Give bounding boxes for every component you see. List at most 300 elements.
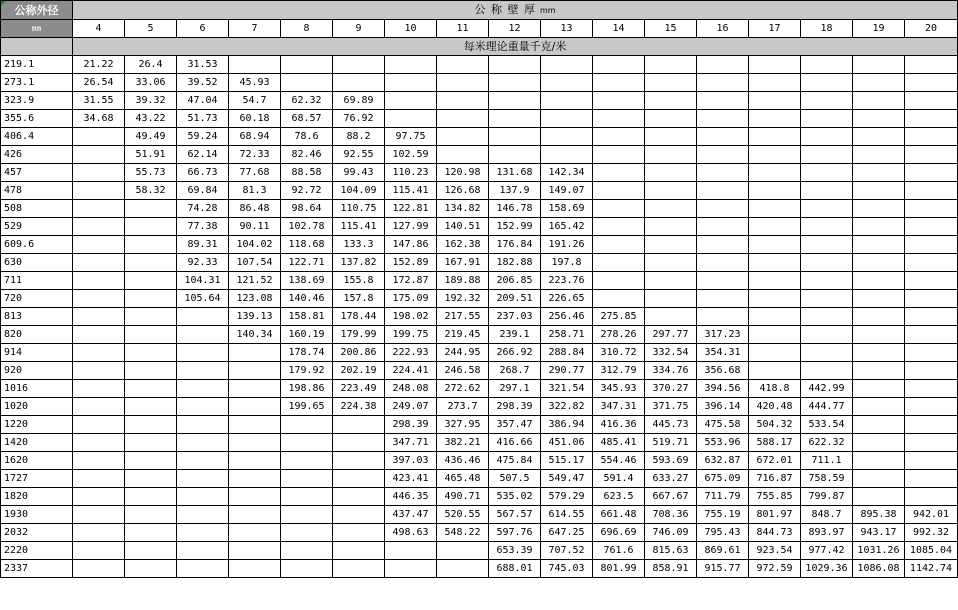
weight-cell[interactable]: 977.42 [801, 542, 853, 560]
weight-cell[interactable]: 498.63 [385, 524, 437, 542]
weight-cell[interactable] [333, 560, 385, 578]
weight-cell[interactable]: 199.65 [281, 398, 333, 416]
weight-cell[interactable] [801, 92, 853, 110]
outer-diameter-unit[interactable]: mm [1, 20, 73, 38]
weight-cell[interactable]: 131.68 [489, 164, 541, 182]
weight-cell[interactable]: 436.46 [437, 452, 489, 470]
weight-cell[interactable]: 549.47 [541, 470, 593, 488]
weight-cell[interactable] [905, 398, 958, 416]
weight-cell[interactable] [645, 236, 697, 254]
weight-cell[interactable]: 310.72 [593, 344, 645, 362]
weight-cell[interactable]: 62.14 [177, 146, 229, 164]
weight-cell[interactable] [645, 290, 697, 308]
thickness-header-19[interactable]: 19 [853, 20, 905, 38]
weight-cell[interactable]: 98.64 [281, 200, 333, 218]
weight-cell[interactable] [697, 182, 749, 200]
weight-cell[interactable] [749, 182, 801, 200]
weight-cell[interactable]: 298.39 [385, 416, 437, 434]
weight-cell[interactable]: 158.81 [281, 308, 333, 326]
weight-cell[interactable] [853, 326, 905, 344]
weight-cell[interactable] [125, 362, 177, 380]
weight-cell[interactable]: 554.46 [593, 452, 645, 470]
weight-cell[interactable] [645, 74, 697, 92]
weight-cell[interactable]: 175.09 [385, 290, 437, 308]
weight-cell[interactable] [73, 146, 125, 164]
weight-cell[interactable] [801, 164, 853, 182]
weight-cell[interactable] [853, 110, 905, 128]
weight-cell[interactable] [853, 92, 905, 110]
weight-cell[interactable]: 198.86 [281, 380, 333, 398]
weight-cell[interactable]: 535.02 [489, 488, 541, 506]
weight-cell[interactable] [853, 236, 905, 254]
weight-cell[interactable]: 31.55 [73, 92, 125, 110]
weight-cell[interactable] [73, 506, 125, 524]
weight-cell[interactable] [125, 380, 177, 398]
outer-diameter-cell[interactable]: 508 [1, 200, 73, 218]
weight-cell[interactable] [853, 398, 905, 416]
weight-cell[interactable] [281, 488, 333, 506]
weight-cell[interactable]: 416.36 [593, 416, 645, 434]
weight-cell[interactable] [853, 254, 905, 272]
weight-cell[interactable] [645, 110, 697, 128]
weight-cell[interactable] [801, 110, 853, 128]
weight-cell[interactable] [749, 92, 801, 110]
weight-cell[interactable]: 81.3 [229, 182, 281, 200]
weight-cell[interactable]: 51.91 [125, 146, 177, 164]
weight-cell[interactable]: 34.68 [73, 110, 125, 128]
weight-cell[interactable]: 297.77 [645, 326, 697, 344]
weight-cell[interactable] [73, 308, 125, 326]
weight-cell[interactable]: 992.32 [905, 524, 958, 542]
weight-cell[interactable] [177, 560, 229, 578]
weight-cell[interactable] [541, 110, 593, 128]
weight-cell[interactable] [177, 398, 229, 416]
weight-cell[interactable]: 322.82 [541, 398, 593, 416]
weight-cell[interactable] [801, 146, 853, 164]
thickness-header-20[interactable]: 20 [905, 20, 958, 38]
weight-cell[interactable] [645, 272, 697, 290]
weight-cell[interactable]: 99.43 [333, 164, 385, 182]
weight-cell[interactable] [229, 416, 281, 434]
weight-cell[interactable]: 622.32 [801, 434, 853, 452]
blank-header-cell[interactable] [1, 38, 73, 56]
weight-cell[interactable] [697, 236, 749, 254]
weight-cell[interactable] [593, 200, 645, 218]
weight-cell[interactable] [73, 164, 125, 182]
weight-cell[interactable] [801, 200, 853, 218]
weight-cell[interactable]: 39.32 [125, 92, 177, 110]
weight-cell[interactable] [385, 56, 437, 74]
weight-cell[interactable]: 647.25 [541, 524, 593, 542]
weight-cell[interactable]: 745.03 [541, 560, 593, 578]
weight-cell[interactable] [281, 452, 333, 470]
weight-cell[interactable]: 711.1 [801, 452, 853, 470]
weight-cell[interactable]: 115.41 [333, 218, 385, 236]
weight-cell[interactable] [281, 416, 333, 434]
weight-cell[interactable]: 219.45 [437, 326, 489, 344]
weight-cell[interactable]: 614.55 [541, 506, 593, 524]
weight-cell[interactable]: 217.55 [437, 308, 489, 326]
weight-cell[interactable]: 209.51 [489, 290, 541, 308]
weight-cell[interactable]: 97.75 [385, 128, 437, 146]
weight-cell[interactable] [801, 272, 853, 290]
weight-cell[interactable] [73, 272, 125, 290]
weight-cell[interactable]: 89.31 [177, 236, 229, 254]
weight-cell[interactable] [177, 542, 229, 560]
weight-cell[interactable]: 321.54 [541, 380, 593, 398]
outer-diameter-cell[interactable]: 920 [1, 362, 73, 380]
thickness-header-18[interactable]: 18 [801, 20, 853, 38]
weight-cell[interactable]: 923.54 [749, 542, 801, 560]
weight-cell[interactable] [905, 416, 958, 434]
outer-diameter-cell[interactable]: 355.6 [1, 110, 73, 128]
thickness-header-11[interactable]: 11 [437, 20, 489, 38]
weight-cell[interactable] [593, 110, 645, 128]
weight-cell[interactable]: 799.87 [801, 488, 853, 506]
weight-cell[interactable]: 176.84 [489, 236, 541, 254]
weight-cell[interactable]: 1029.36 [801, 560, 853, 578]
weight-cell[interactable]: 202.19 [333, 362, 385, 380]
weight-cell[interactable]: 21.22 [73, 56, 125, 74]
weight-cell[interactable] [73, 524, 125, 542]
weight-cell[interactable] [281, 56, 333, 74]
weight-cell[interactable]: 237.03 [489, 308, 541, 326]
weight-cell[interactable] [489, 146, 541, 164]
weight-cell[interactable]: 146.78 [489, 200, 541, 218]
weight-cell[interactable] [905, 218, 958, 236]
weight-cell[interactable] [801, 308, 853, 326]
weight-cell[interactable]: 104.09 [333, 182, 385, 200]
weight-cell[interactable] [853, 434, 905, 452]
weight-cell[interactable] [905, 110, 958, 128]
thickness-header-4[interactable]: 4 [73, 20, 125, 38]
weight-cell[interactable]: 165.42 [541, 218, 593, 236]
weight-cell[interactable]: 696.69 [593, 524, 645, 542]
weight-cell[interactable] [749, 56, 801, 74]
weight-cell[interactable]: 72.33 [229, 146, 281, 164]
weight-cell[interactable]: 110.23 [385, 164, 437, 182]
weight-cell[interactable] [385, 542, 437, 560]
weight-cell[interactable] [749, 362, 801, 380]
weight-cell[interactable] [593, 92, 645, 110]
weight-cell[interactable]: 942.01 [905, 506, 958, 524]
weight-cell[interactable] [697, 146, 749, 164]
weight-cell[interactable] [749, 74, 801, 92]
weight-cell[interactable]: 848.7 [801, 506, 853, 524]
weight-cell[interactable]: 39.52 [177, 74, 229, 92]
outer-diameter-cell[interactable]: 1220 [1, 416, 73, 434]
weight-cell[interactable]: 451.06 [541, 434, 593, 452]
thickness-header-8[interactable]: 8 [281, 20, 333, 38]
weight-cell[interactable]: 397.03 [385, 452, 437, 470]
weight-cell[interactable]: 371.75 [645, 398, 697, 416]
weight-cell[interactable]: 758.59 [801, 470, 853, 488]
weight-cell[interactable] [385, 74, 437, 92]
weight-cell[interactable]: 446.35 [385, 488, 437, 506]
weight-cell[interactable]: 244.95 [437, 344, 489, 362]
weight-cell[interactable]: 418.8 [749, 380, 801, 398]
weight-cell[interactable] [73, 182, 125, 200]
weight-cell[interactable]: 273.7 [437, 398, 489, 416]
weight-cell[interactable] [281, 524, 333, 542]
weight-cell[interactable] [905, 74, 958, 92]
weight-cell[interactable] [229, 470, 281, 488]
weight-cell[interactable] [801, 290, 853, 308]
weight-cell[interactable] [385, 110, 437, 128]
weight-cell[interactable]: 579.29 [541, 488, 593, 506]
weight-cell[interactable]: 844.73 [749, 524, 801, 542]
weight-cell[interactable]: 226.65 [541, 290, 593, 308]
weight-cell[interactable] [229, 380, 281, 398]
weight-cell[interactable]: 162.38 [437, 236, 489, 254]
weight-cell[interactable]: 688.01 [489, 560, 541, 578]
weight-cell[interactable] [333, 542, 385, 560]
weight-cell[interactable] [905, 380, 958, 398]
weight-cell[interactable]: 334.76 [645, 362, 697, 380]
weight-cell[interactable] [593, 146, 645, 164]
outer-diameter-cell[interactable]: 1016 [1, 380, 73, 398]
weight-cell[interactable] [645, 218, 697, 236]
weight-cell[interactable] [229, 560, 281, 578]
weight-cell[interactable] [125, 470, 177, 488]
weight-cell[interactable] [697, 254, 749, 272]
weight-cell[interactable] [281, 74, 333, 92]
weight-cell[interactable]: 147.86 [385, 236, 437, 254]
weight-cell[interactable]: 92.33 [177, 254, 229, 272]
weight-cell[interactable] [801, 236, 853, 254]
outer-diameter-cell[interactable]: 426 [1, 146, 73, 164]
thickness-header-10[interactable]: 10 [385, 20, 437, 38]
weight-cell[interactable]: 632.87 [697, 452, 749, 470]
weight-cell[interactable] [697, 74, 749, 92]
weight-cell[interactable]: 139.13 [229, 308, 281, 326]
weight-cell[interactable]: 504.32 [749, 416, 801, 434]
weight-cell[interactable] [593, 74, 645, 92]
weight-cell[interactable] [905, 326, 958, 344]
weight-cell[interactable] [125, 308, 177, 326]
weight-cell[interactable] [593, 218, 645, 236]
weight-cell[interactable] [125, 290, 177, 308]
weight-cell[interactable] [749, 308, 801, 326]
weight-cell[interactable] [905, 272, 958, 290]
outer-diameter-cell[interactable]: 529 [1, 218, 73, 236]
outer-diameter-cell[interactable]: 711 [1, 272, 73, 290]
weight-cell[interactable] [645, 254, 697, 272]
weight-cell[interactable] [593, 272, 645, 290]
weight-cell[interactable] [905, 434, 958, 452]
outer-diameter-cell[interactable]: 609.6 [1, 236, 73, 254]
outer-diameter-cell[interactable]: 478 [1, 182, 73, 200]
weight-cell[interactable]: 1031.26 [853, 542, 905, 560]
weight-cell[interactable]: 92.72 [281, 182, 333, 200]
weight-cell[interactable]: 86.48 [229, 200, 281, 218]
weight-cell[interactable] [333, 56, 385, 74]
weight-cell[interactable]: 224.41 [385, 362, 437, 380]
weight-cell[interactable] [73, 326, 125, 344]
weight-cell[interactable]: 133.3 [333, 236, 385, 254]
weight-cell[interactable]: 104.02 [229, 236, 281, 254]
weight-cell[interactable] [125, 398, 177, 416]
weight-cell[interactable] [229, 506, 281, 524]
weight-cell[interactable] [177, 524, 229, 542]
weight-cell[interactable]: 92.55 [333, 146, 385, 164]
weight-cell[interactable] [593, 164, 645, 182]
weight-cell[interactable] [177, 434, 229, 452]
weight-cell[interactable]: 1085.04 [905, 542, 958, 560]
weight-cell[interactable] [853, 74, 905, 92]
weight-cell[interactable] [801, 74, 853, 92]
weight-cell[interactable]: 707.52 [541, 542, 593, 560]
weight-cell[interactable]: 485.41 [593, 434, 645, 452]
weight-cell[interactable] [905, 470, 958, 488]
weight-cell[interactable]: 893.97 [801, 524, 853, 542]
weight-cell[interactable]: 290.77 [541, 362, 593, 380]
weight-cell[interactable]: 239.1 [489, 326, 541, 344]
weight-cell[interactable] [593, 290, 645, 308]
weight-cell[interactable]: 102.59 [385, 146, 437, 164]
weight-cell[interactable] [801, 362, 853, 380]
weight-cell[interactable]: 178.44 [333, 308, 385, 326]
weight-cell[interactable]: 437.47 [385, 506, 437, 524]
weight-cell[interactable] [749, 146, 801, 164]
weight-cell[interactable] [905, 56, 958, 74]
weight-cell[interactable] [541, 128, 593, 146]
weight-cell[interactable]: 105.64 [177, 290, 229, 308]
weight-cell[interactable] [73, 344, 125, 362]
weight-cell[interactable]: 140.34 [229, 326, 281, 344]
weight-cell[interactable] [801, 128, 853, 146]
weight-cell[interactable] [593, 236, 645, 254]
weight-cell[interactable] [73, 488, 125, 506]
weight-cell[interactable] [229, 344, 281, 362]
weight-cell[interactable] [541, 92, 593, 110]
weight-cell[interactable] [73, 560, 125, 578]
weight-cell[interactable]: 716.87 [749, 470, 801, 488]
weight-cell[interactable] [645, 146, 697, 164]
weight-cell[interactable] [697, 92, 749, 110]
weight-cell[interactable]: 755.85 [749, 488, 801, 506]
thickness-header-15[interactable]: 15 [645, 20, 697, 38]
weight-cell[interactable]: 858.91 [645, 560, 697, 578]
weight-cell[interactable] [645, 56, 697, 74]
weight-cell[interactable]: 915.77 [697, 560, 749, 578]
weight-cell[interactable] [125, 434, 177, 452]
weight-cell[interactable] [541, 146, 593, 164]
weight-cell[interactable] [281, 542, 333, 560]
weight-cell[interactable]: 653.39 [489, 542, 541, 560]
weight-cell[interactable] [125, 560, 177, 578]
weight-cell[interactable]: 140.46 [281, 290, 333, 308]
weight-cell[interactable]: 158.69 [541, 200, 593, 218]
weight-cell[interactable]: 490.71 [437, 488, 489, 506]
weight-cell[interactable]: 354.31 [697, 344, 749, 362]
weight-cell[interactable]: 755.19 [697, 506, 749, 524]
weight-cell[interactable] [749, 254, 801, 272]
weight-cell[interactable]: 347.31 [593, 398, 645, 416]
weight-cell[interactable] [853, 146, 905, 164]
weight-cell[interactable] [749, 110, 801, 128]
weight-cell[interactable] [853, 164, 905, 182]
weight-cell[interactable] [645, 308, 697, 326]
weight-cell[interactable]: 182.88 [489, 254, 541, 272]
outer-diameter-cell[interactable]: 2337 [1, 560, 73, 578]
weight-cell[interactable]: 268.7 [489, 362, 541, 380]
weight-cell[interactable] [177, 344, 229, 362]
weight-cell[interactable]: 675.09 [697, 470, 749, 488]
weight-cell[interactable]: 258.71 [541, 326, 593, 344]
weight-cell[interactable] [437, 110, 489, 128]
weight-cell[interactable] [905, 182, 958, 200]
weight-cell[interactable]: 275.85 [593, 308, 645, 326]
weight-cell[interactable]: 47.04 [177, 92, 229, 110]
weight-cell[interactable]: 1142.74 [905, 560, 958, 578]
weight-cell[interactable] [749, 128, 801, 146]
weight-cell[interactable]: 515.17 [541, 452, 593, 470]
outer-diameter-cell[interactable]: 1820 [1, 488, 73, 506]
weight-cell[interactable]: 77.38 [177, 218, 229, 236]
weight-cell[interactable] [697, 164, 749, 182]
weight-cell[interactable] [333, 74, 385, 92]
weight-cell[interactable] [229, 542, 281, 560]
weight-cell[interactable] [333, 434, 385, 452]
weight-cell[interactable] [125, 416, 177, 434]
weight-cell[interactable]: 288.84 [541, 344, 593, 362]
weight-cell[interactable]: 815.63 [645, 542, 697, 560]
weight-cell[interactable]: 356.68 [697, 362, 749, 380]
weight-cell[interactable] [177, 488, 229, 506]
weight-cell[interactable]: 192.32 [437, 290, 489, 308]
weight-cell[interactable]: 142.34 [541, 164, 593, 182]
weight-cell[interactable]: 62.32 [281, 92, 333, 110]
weight-cell[interactable]: 895.38 [853, 506, 905, 524]
weight-cell[interactable]: 118.68 [281, 236, 333, 254]
weight-cell[interactable] [73, 398, 125, 416]
weight-cell[interactable]: 801.97 [749, 506, 801, 524]
weight-cell[interactable] [801, 326, 853, 344]
weight-cell[interactable] [229, 56, 281, 74]
weight-cell[interactable]: 149.07 [541, 182, 593, 200]
wall-thickness-header[interactable] [73, 1, 958, 20]
weight-cell[interactable] [229, 452, 281, 470]
weight-cell[interactable]: 69.84 [177, 182, 229, 200]
weight-cell[interactable]: 248.08 [385, 380, 437, 398]
weight-cell[interactable] [125, 218, 177, 236]
weight-cell[interactable] [489, 128, 541, 146]
weight-cell[interactable] [177, 326, 229, 344]
outer-diameter-cell[interactable]: 1420 [1, 434, 73, 452]
thickness-header-12[interactable]: 12 [489, 20, 541, 38]
outer-diameter-cell[interactable]: 630 [1, 254, 73, 272]
weight-cell[interactable] [853, 272, 905, 290]
outer-diameter-cell[interactable]: 820 [1, 326, 73, 344]
weight-cell[interactable]: 597.76 [489, 524, 541, 542]
thickness-header-5[interactable]: 5 [125, 20, 177, 38]
weight-cell[interactable]: 519.71 [645, 434, 697, 452]
weight-cell[interactable]: 278.26 [593, 326, 645, 344]
weight-cell[interactable] [73, 542, 125, 560]
weight-cell[interactable] [749, 326, 801, 344]
weight-cell[interactable] [541, 56, 593, 74]
weight-cell[interactable]: 423.41 [385, 470, 437, 488]
weight-cell[interactable]: 54.7 [229, 92, 281, 110]
outer-diameter-cell[interactable]: 219.1 [1, 56, 73, 74]
weight-cell[interactable]: 633.27 [645, 470, 697, 488]
weight-cell[interactable] [801, 254, 853, 272]
weight-cell[interactable]: 445.73 [645, 416, 697, 434]
weight-cell[interactable]: 298.39 [489, 398, 541, 416]
weight-cell[interactable]: 420.48 [749, 398, 801, 416]
weight-cell[interactable] [281, 470, 333, 488]
